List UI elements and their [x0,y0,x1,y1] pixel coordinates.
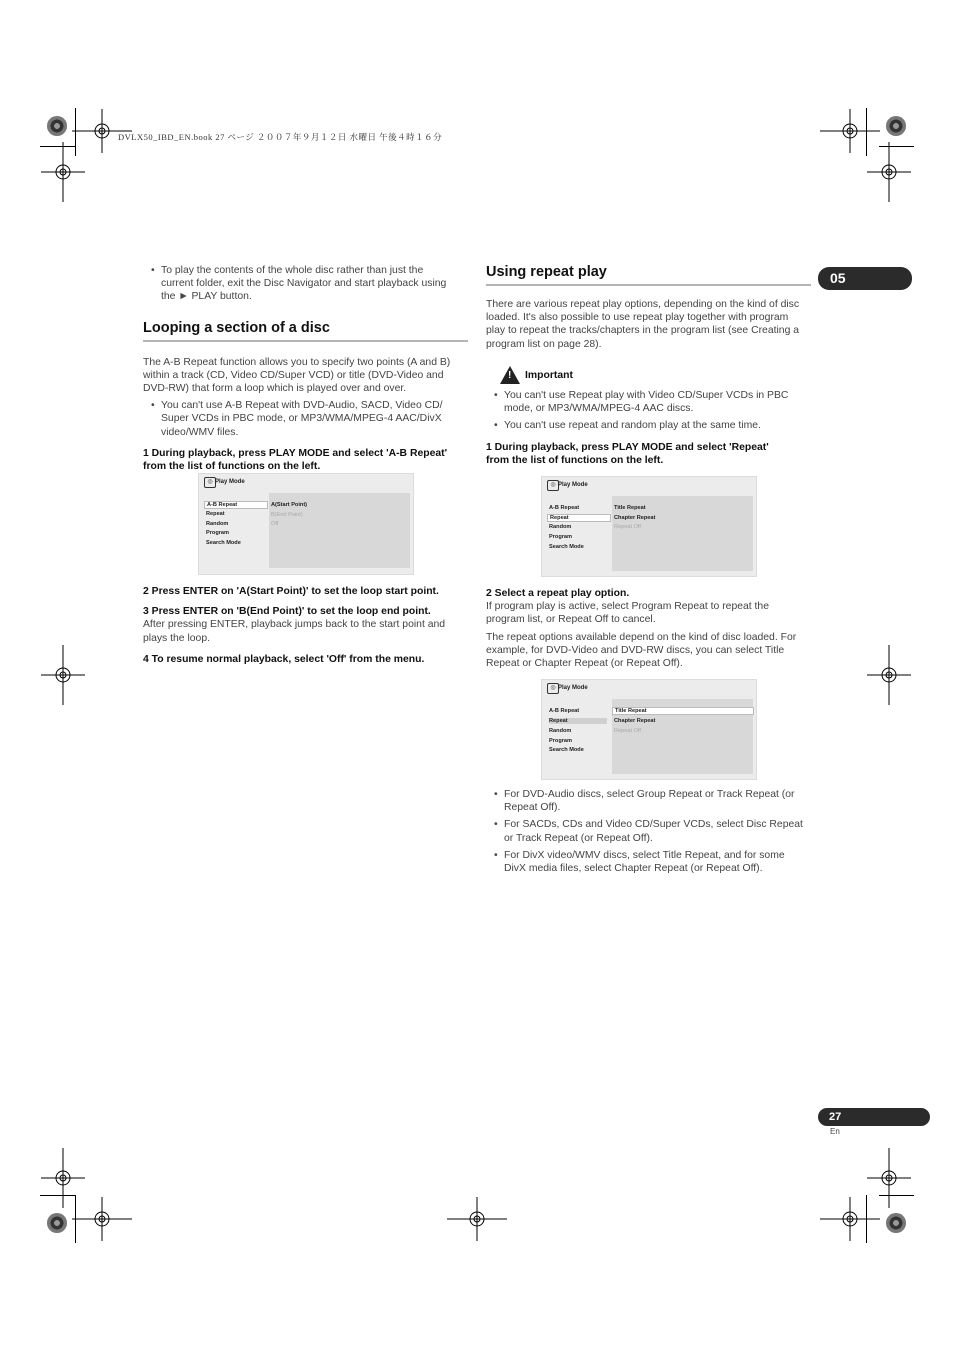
text-line: • For SACDs, CDs and Video CD/Super VCDs, select Disc Repeat [504,819,803,831]
disc-type-bullet [486,818,811,844]
text-line: • You can't use repeat and random play at the same time. [504,420,761,432]
osd-menu-item[interactable]: Program [549,738,573,744]
ab-repeat-bullet [143,399,468,439]
section-heading-repeat: Using repeat play [486,264,811,286]
right-column-end-bullets [486,788,811,875]
disc-icon: ◎ [547,683,559,694]
osd-play-mode-ab [198,473,414,575]
osd-play-mode-title-repeat [541,679,757,780]
osd-menu-item[interactable]: Search Mode [549,747,584,753]
text-line: DVD-RW) that form a loop which is played over and over. [143,383,407,395]
text-line: video/WMV files. [161,426,239,438]
repeat-options-paragraph [486,631,811,671]
text-line: from the list of functions on the left. [143,461,321,473]
step-2-repeat: 2 Select a repeat play option. [486,588,630,599]
step-2-ab: 2 Press ENTER on 'A(Start Point)' to set the loop start point. [143,586,439,597]
osd-option-end-point[interactable]: B(End Point) [271,512,303,518]
step-3-ab: 3 Press ENTER on 'B(End Point)' to set the loop end point. [143,606,431,618]
text-line: • For DVD-Audio discs, select Group Repeat or Track Repeat (or [504,789,795,800]
osd-option-repeat-off[interactable]: Repeat Off [614,524,641,530]
step-1-repeat [486,441,811,467]
text-line: current folder, exit the Disc Navigator and start playback using [161,278,447,290]
osd-option-title-repeat[interactable]: Title Repeat [612,707,754,715]
osd-option-title-repeat[interactable]: Title Repeat [614,505,646,511]
text-line: The A-B Repeat function allows you to specify two points (A and B) [143,356,451,368]
disc-icon: ◎ [204,477,216,488]
osd-menu-item[interactable]: Program [206,530,230,536]
text-line: After pressing ENTER, playback jumps back to the start point and [143,619,446,631]
text-line: 1 During playback, press PLAY MODE and select 'Repeat' [486,441,769,453]
left-column-steps [143,585,468,666]
important-label: Important [525,370,573,381]
left-column [143,264,468,473]
osd-option-repeat-off[interactable]: Repeat Off [614,728,641,734]
text-line: Repeat Off). [504,802,561,814]
step-4-ab: 4 To resume normal playback, select 'Off' from the menu. [143,653,425,665]
osd-title: Play Mode [558,685,588,691]
important-bullet [486,389,811,415]
osd-option-off[interactable]: Off [271,521,279,527]
looping-paragraph [143,356,468,396]
text-line: program list, or Repeat Off to cancel. [486,614,656,626]
text-line: 1 During playback, press PLAY MODE and select 'A-B Repeat' [143,447,448,459]
osd-menu-item[interactable]: A-B Repeat [549,505,580,511]
text-line: There are various repeat play options, depending on the kind of disc [486,299,800,310]
right-column-important [486,389,811,467]
language-code: En [830,1127,840,1136]
chapter-number-badge [818,267,912,290]
osd-menu-item[interactable]: Random [549,728,572,734]
page-number: 27 [829,1111,842,1123]
osd-title: Play Mode [215,479,245,485]
book-header-line: DVLX50_IBD_EN.book 27 ページ ２００７年９月１２日 水曜日 午後４時１６分 [118,132,443,142]
section-heading-looping: Looping a section of a disc [143,320,468,342]
text-line: plays the loop. [143,632,211,644]
important-bullet [486,419,811,432]
osd-option-chapter-repeat[interactable]: Chapter Repeat [614,515,656,521]
osd-menu-item[interactable]: A-B Repeat [204,501,268,509]
text-line: DivX media files, select Chapter Repeat (or Repeat Off). [504,863,763,875]
osd-menu-item[interactable]: A-B Repeat [549,708,580,714]
osd-menu-item[interactable]: Repeat [549,718,607,724]
text-line: If program play is active, select Program Repeat to repeat the [486,601,769,613]
text-line: or Track Repeat (or Repeat Off). [504,832,653,844]
text-line: • You can't use A-B Repeat with DVD-Audio, SACD, Video CD/ [161,400,443,412]
text-line: example, for DVD-Video and DVD-RW discs, you can select Title [486,644,785,656]
page-number-badge [818,1108,930,1126]
text-line: • You can't use Repeat play with Video CD/Super VCDs in PBC [504,390,789,401]
osd-menu-item[interactable]: Search Mode [206,540,241,546]
osd-menu-item[interactable]: Search Mode [549,544,584,550]
text-line: The repeat options available depend on the kind of disc loaded. For [486,631,797,643]
osd-menu-item[interactable]: Repeat [547,514,611,522]
intro-bullet [143,264,468,304]
osd-menu-item[interactable]: Program [549,534,573,540]
right-column-step2 [486,587,811,670]
osd-title: Play Mode [558,482,588,488]
step-1-ab [143,447,468,473]
text-line: • To play the contents of the whole disc rather than just the [161,265,424,276]
text-line: Repeat or Chapter Repeat (or Repeat Off). [486,658,683,670]
osd-menu-item[interactable]: Random [549,524,572,530]
text-line: program list on page 28). [486,338,602,350]
osd-option-start-point[interactable]: A(Start Point) [271,502,308,508]
osd-menu-item[interactable]: Random [206,521,229,527]
text-line: mode, or MP3/WMA/MPEG-4 AAC discs. [504,403,694,415]
repeat-paragraph [486,298,811,351]
text-line: within a track (CD, Video CD/Super VCD) or title (DVD-Video and [143,369,444,381]
chapter-number: 05 [830,270,846,286]
disc-type-bullet [486,849,811,875]
text-line: • For DivX video/WMV discs, select Title Repeat, and for some [504,849,785,861]
disc-icon: ◎ [547,480,559,491]
step-2-paragraph [486,600,811,626]
text-line: loaded. It's also possible to use repeat play together with program [486,312,789,324]
text-line: play to repeat the tracks/chapters in the program list (see Creating a [486,325,800,337]
step-3-paragraph [143,618,468,644]
text-line: from the list of functions on the left. [486,454,664,466]
text-line: Super VCDs in PBC mode, or MP3/WMA/MPEG-4 AAC/DivX [161,413,442,425]
disc-type-bullet [486,788,811,814]
text-line: the ► PLAY button. [161,291,252,303]
warning-icon: ! [500,366,520,384]
right-column [486,264,811,351]
osd-play-mode-repeat [541,476,757,577]
osd-menu-item[interactable]: Repeat [206,511,225,517]
osd-option-chapter-repeat[interactable]: Chapter Repeat [614,718,656,724]
